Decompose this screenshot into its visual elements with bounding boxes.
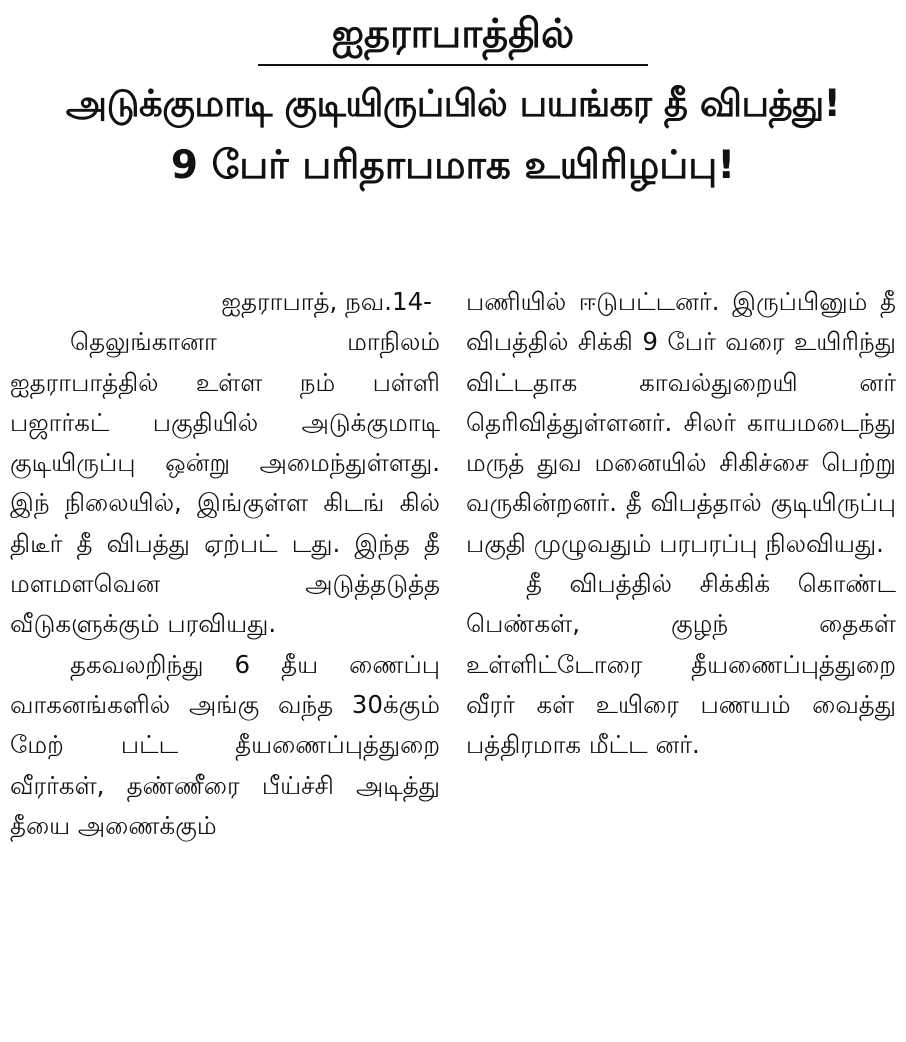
article-kicker: ஐதராபாத்தில் (331, 11, 575, 57)
article-body (10, 282, 896, 1034)
article-dateline: ஐதராபாத், நவ.14- (221, 287, 432, 316)
article-header (0, 6, 906, 196)
article-paragraph: தீ விபத்தில் சிக்கிக் கொண்ட பெண்கள், குழந் தைகள் உள்ளிட்டோரை தீயணைப்புத்துறை வீரர் கள் உயிரை பணயம் வைத்து பத்திரமாக மீட்ட னர். (466, 569, 896, 760)
article-paragraph: பணியில் ஈடுபட்டனர். இருப்பினும் தீ விபத்தில் சிக்கி 9 பேர் வரை உயிரிந்து விட்டதாக காவல்துறையி னர் தெரிவித்துள்ளனர். சிலர் காயமடைந்து மருத் துவ மனையில் சிகிச்சை பெற்று வருகின்றனர். தீ விபத்தால் குடியிருப்பு பகுதி முழுவதும் பரபரப்பு நிலவியது. (466, 287, 896, 558)
article-column-left (10, 282, 440, 1034)
article-headline: அடுக்குமாடி குடியிருப்பில் பயங்கர தீ விபத்து! (65, 82, 841, 125)
article-column-right (466, 282, 896, 1034)
article-paragraph: தகவலறிந்து 6 தீய ணைப்பு வாகனங்களில் அங்கு வந்த 30க்கும் மேற் பட்ட தீயணைப்புத்துறை வீரர்கள், தண்ணீரை பீய்ச்சி அடித்து தீயை அணைக்கும் (10, 649, 440, 840)
kicker-underline (258, 64, 648, 66)
article-subheadline: 9 பேர் பரிதாபமாக உயிரிழப்பு! (170, 143, 736, 188)
article-paragraph: தெலுங்கானா மாநிலம் ஐதராபாத்தில் உள்ள நம் பள்ளி பஜார்கட் பகுதியில் அடுக்குமாடி குடியிருப்பு ஒன்று அமைந்துள்ளது. இந் நிலையில், இங்குள்ள கிடங் கில் திடீர் தீ விபத்து ஏற்பட் டது. இந்த தீ மளமளவென அடுத்தடுத்த வீடுகளுக்கும் பரவியது. (10, 327, 440, 639)
